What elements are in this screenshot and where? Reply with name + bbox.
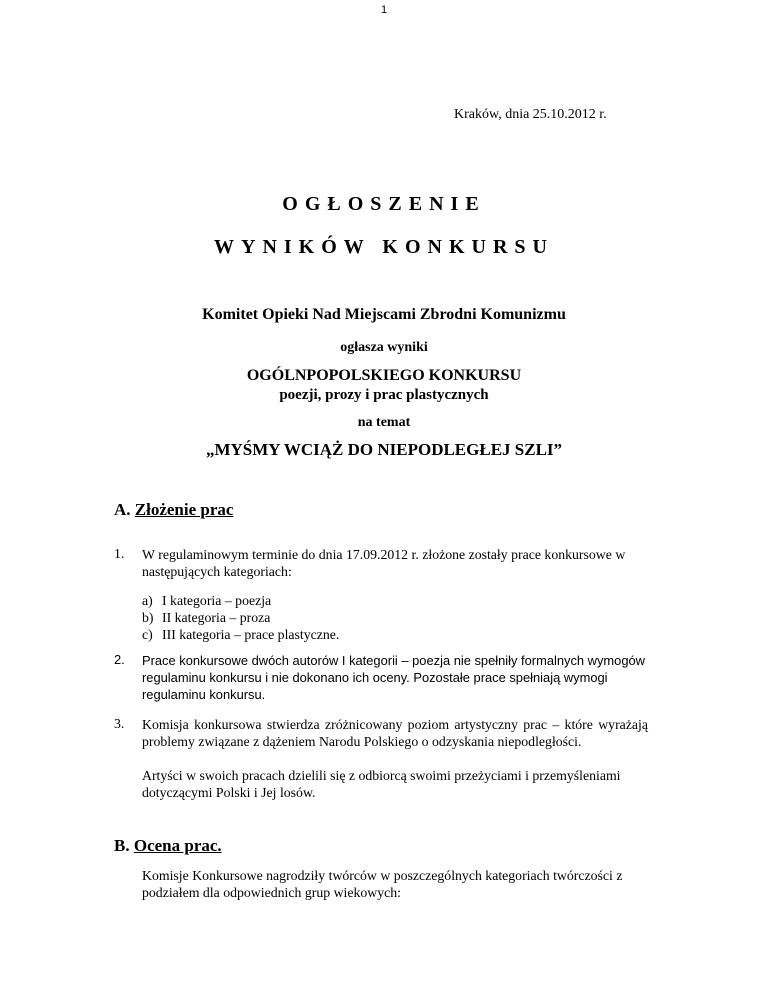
list-item-text: II kategoria – proza (162, 610, 271, 625)
list-item (142, 592, 542, 609)
title-results: WYNIKÓW KONKURSU (214, 236, 554, 258)
page-number: 1 (380, 4, 388, 16)
section-b-letter: B. (114, 836, 130, 855)
item-3-number: 3. (114, 716, 125, 731)
section-a-title: Złożenie prac (134, 500, 234, 519)
contest-theme: „MYŚMY WCIĄŻ DO NIEPODLEGŁEJ SZLI” (205, 440, 563, 459)
section-b-title: Ocena prac. (133, 836, 222, 855)
item-1-text: W regulaminowym terminie do dnia 17.09.2012 r. złożone zostały prace konkursowe w następujących kategoriach: (142, 547, 626, 579)
category-list (142, 592, 542, 643)
section-b-text: Komisje Konkursowe nagrodziły twórców w poszczególnych kategoriach twórczości z podziałem dla odpowiednich grup wiekowych: (142, 868, 623, 900)
on-topic-label: na temat (357, 415, 411, 430)
list-item-mark: b) (142, 610, 154, 625)
list-item (142, 609, 542, 626)
organizer-name: Komitet Opieki Nad Miejscami Zbrodni Komunizmu (202, 306, 566, 323)
section-a-heading (114, 500, 233, 520)
title-announcement: OGŁOSZENIE (282, 193, 486, 215)
item-1-number: 1. (114, 546, 125, 561)
list-item (142, 626, 542, 643)
item-3-text: Komisja konkursowa stwierdza zróżnicowany poziom artystyczny prac – które wyrażają problemy związane z dążeniem Narodu Polskiego o odzyskania niepodległości. (142, 717, 648, 749)
list-item-text: I kategoria – poezja (162, 593, 272, 608)
item-2-number: 2. (114, 652, 125, 667)
contest-name: OGÓLNPOPOLSKIEGO KONKURSU (246, 367, 522, 384)
section-b-heading (114, 836, 222, 856)
list-item-mark: a) (142, 593, 153, 608)
announces-text: ogłasza wyniki (340, 340, 428, 355)
document-date: Kraków, dnia 25.10.2012 r. (454, 107, 607, 122)
item-2-text: Prace konkursowe dwóch autorów I kategorii – poezja nie spełniły formalnych wymogów regulaminu konkursu i nie dokonano ich oceny. Pozostałe prace spełniają wymogi regulaminu konkursu. (142, 653, 645, 702)
list-item-mark: c) (142, 627, 153, 642)
section-a-letter: A. (114, 500, 131, 519)
item-3-text-continued: Artyści w swoich pracach dzielili się z odbiorcą swoimi przeżyciami i przemyśleniami dotyczącymi Polski i Jej losów. (142, 768, 621, 800)
contest-subtitle: poezji, prozy i prac plastycznych (279, 387, 489, 403)
list-item-text: III kategoria – prace plastyczne. (162, 627, 340, 642)
